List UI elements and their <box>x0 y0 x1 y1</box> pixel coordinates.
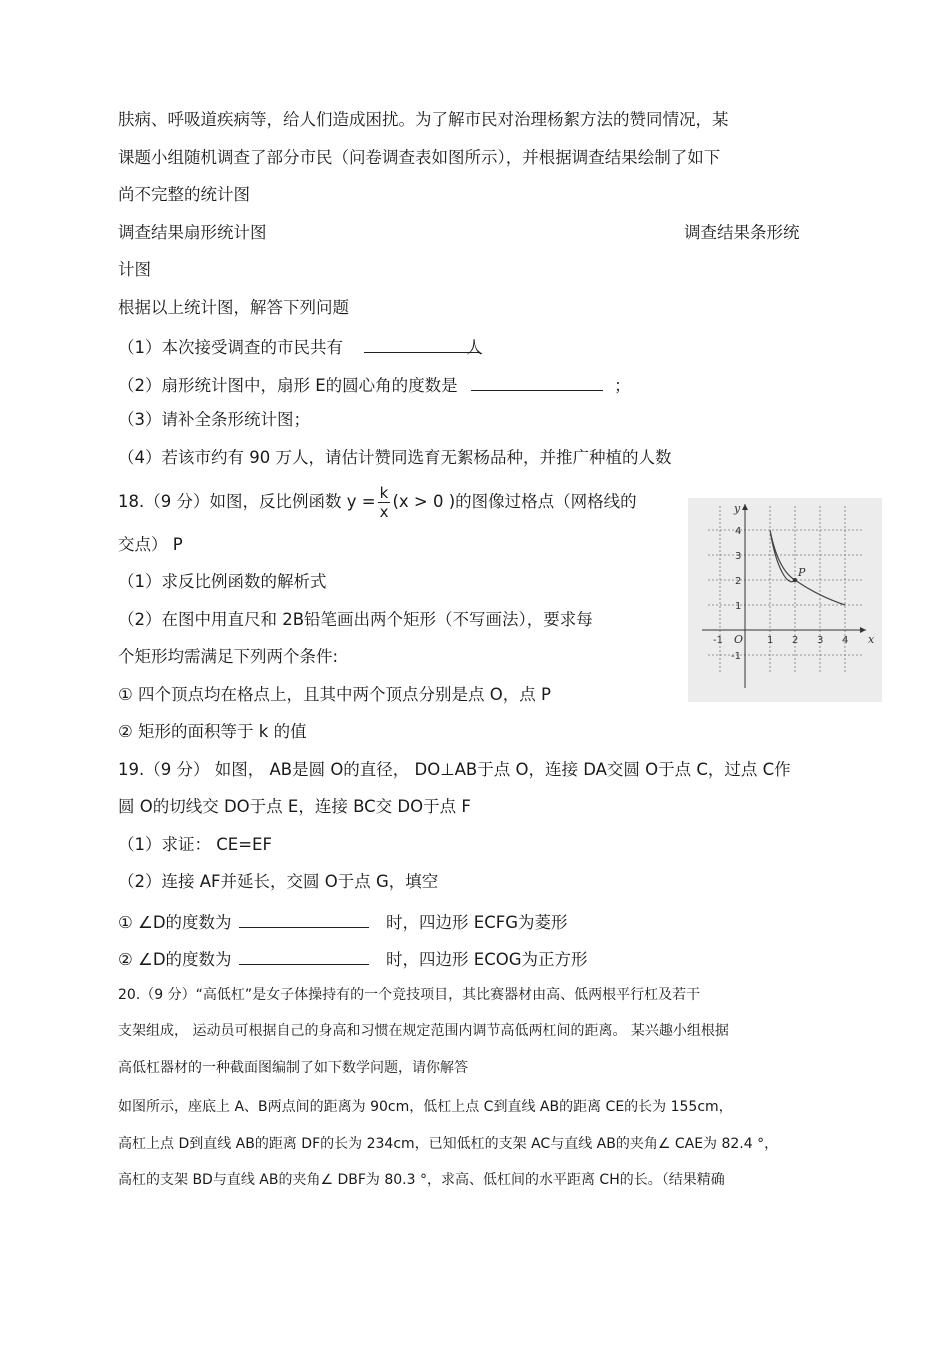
origin-label: O <box>734 633 744 646</box>
problem-18-text-cont: (x > 0 )的图像过格点（网格线的 <box>392 492 637 511</box>
y-tick-label: 4 <box>735 526 742 537</box>
text-line: 圆 O的切线交 DO于点 E，连接 BC交 DO于点 F <box>118 797 471 816</box>
question-3: （3）请补全条形统计图； <box>118 410 310 429</box>
fill-in-2 <box>118 946 588 971</box>
text-line: 如图所示，座底上 A、B两点间的距离为 90cm，低杠上点 C到直线 AB的距离 CE的长为 155cm， <box>118 1099 733 1115</box>
text-line: 交点） P <box>118 535 183 554</box>
problem-19-sub-2: （2）连接 AF并延长，交圆 O于点 G，填空 <box>118 872 439 891</box>
text-line: 高低杠器材的一种截面图编制了如下数学问题，请你解答 <box>118 1060 468 1076</box>
point-p-marker <box>793 578 797 582</box>
question-1 <box>118 334 483 359</box>
punct: ； <box>614 376 631 395</box>
fraction-numerator: k <box>378 484 391 503</box>
text-line: 尚不完整的统计图 <box>118 185 250 204</box>
y-tick-label: 1 <box>735 601 742 612</box>
problem-18-sub-2: （2）在图中用直尺和 2B铅笔画出两个矩形（不写画法），要求每 <box>118 610 593 629</box>
fill-in-2-text: ② ∠D的度数为 <box>118 950 232 969</box>
condition-2: ② 矩形的面积等于 k 的值 <box>118 722 307 741</box>
fraction-denominator: x <box>379 503 389 521</box>
problem-18-text: 18.（9 分）如图，反比例函数 y = <box>118 492 376 511</box>
fill-in-1-text-cont: 时，四边形 ECFG为菱形 <box>386 913 568 932</box>
question-2 <box>118 372 631 397</box>
x-tick-label: 1 <box>767 635 774 646</box>
text-line: 根据以上统计图，解答下列问题 <box>118 298 349 317</box>
answer-blank <box>364 334 480 353</box>
text-line: 肤病、呼吸道疾病等，给人们造成困扰。为了解市民对治理杨絮方法的赞同情况，某 <box>118 110 729 129</box>
text-line: 高杠的支架 BD与直线 AB的夹角∠ DBF为 80.3 °，求高、低杠间的水平距离 CH的长。（结果精确 <box>118 1172 725 1188</box>
fill-in-2-text-cont: 时，四边形 ECOG为正方形 <box>386 950 588 969</box>
y-tick-label: -1 <box>731 651 741 662</box>
fraction-k-over-x <box>378 484 391 521</box>
y-axis-label: y <box>734 502 741 515</box>
question-2-text: （2）扇形统计图中，扇形 E的圆心角的度数是 <box>118 376 458 395</box>
y-tick-label: 2 <box>735 576 742 587</box>
condition-1: ① 四个顶点均在格点上，且其中两个顶点分别是点 O，点 P <box>118 685 551 704</box>
text-line: 课题小组随机调查了部分市民（问卷调查表如图所示），并根据调查结果绘制了如下 <box>118 148 721 167</box>
text-line: 高杠上点 D到直线 AB的距离 DF的长为 234cm，已知低杠的支架 AC与直线 AB的夹角∠ CAE为 82.4 °， <box>118 1136 779 1152</box>
text-line: 个矩形均需满足下列两个条件: <box>118 647 339 666</box>
fill-in-1-text: ① ∠D的度数为 <box>118 913 232 932</box>
question-4: （4）若该市约有 90 万人，请估计赞同选育无絮杨品种，并推广种植的人数 <box>118 448 672 467</box>
x-axis-label: x <box>868 633 875 646</box>
unit-text: 人 <box>466 338 483 357</box>
x-tick-label: 4 <box>842 635 849 646</box>
question-1-text: （1）本次接受调查的市民共有 <box>118 338 343 357</box>
figure-background <box>688 498 882 702</box>
caption-pie-chart: 调查结果扇形统计图 <box>118 223 267 242</box>
problem-19-line: 19.（9 分） 如图， AB是圆 O的直径， DO⊥AB于点 O，连接 DA交圆 O于点 C，过点 C作 <box>118 760 791 779</box>
problem-20-line: 20.（9 分）“高低杠”是女子体操持有的一个竞技项目，其比赛器材由高、低两根平行杠及若干 <box>118 987 701 1003</box>
text-line: 计图 <box>118 260 151 279</box>
answer-blank <box>471 372 603 391</box>
text-line: 支架组成， 运动员可根据自己的身高和习惯在规定范围内调节高低两杠间的距离。 某兴趣小组根据 <box>118 1023 729 1039</box>
y-tick-label: 3 <box>735 551 742 562</box>
answer-blank <box>239 946 369 965</box>
answer-blank <box>239 909 369 928</box>
fill-in-1 <box>118 909 568 934</box>
caption-bar-chart: 调查结果条形统 <box>684 223 800 242</box>
point-label: P <box>798 566 806 579</box>
x-tick-label: -1 <box>713 635 723 646</box>
problem-18-line <box>118 484 637 521</box>
coordinate-grid-figure <box>688 498 882 702</box>
problem-18-sub-1: （1）求反比例函数的解析式 <box>118 572 327 591</box>
x-tick-label: 2 <box>792 635 799 646</box>
x-tick-label: 3 <box>817 635 824 646</box>
problem-19-sub-1: （1）求证： CE=EF <box>118 835 272 854</box>
